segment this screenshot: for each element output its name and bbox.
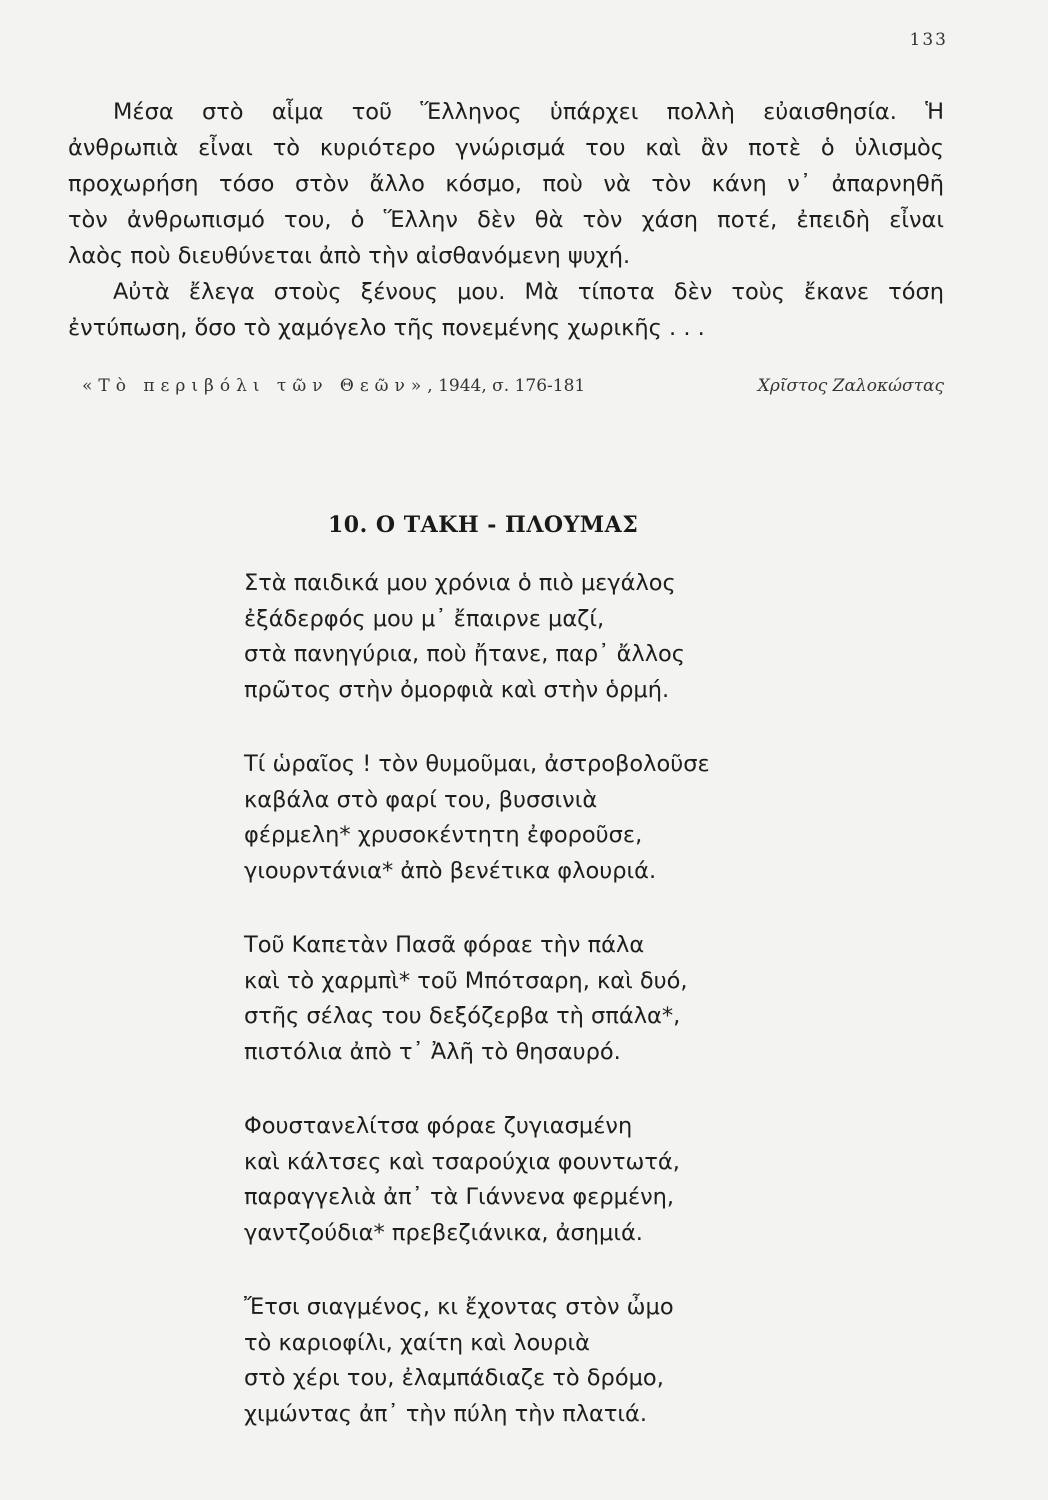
paragraph-2 [68,274,944,346]
verse-line: στὰ πανηγύρια, ποὺ ἤτανε, παρ᾽ ἄλλος [244,641,686,667]
verse-line: ἐξάδερφός μου μ᾽ ἔπαιρνε μαζί, [244,605,605,632]
stanza [244,928,884,1070]
verse-line: Τοῦ Καπετὰν Πασᾶ φόραε τὴν πάλα [244,932,645,958]
prose-line: προχωρήση τόσο στὸν ἄλλο κόσμο, ποὺ νὰ τὸν κάνη ν᾽ ἀπαρνηθῆ [68,171,944,197]
prose-line: τὸν ἀνθρωπισμό του, ὁ Ἕλλην δὲν θὰ τὸν χάση ποτέ, ἐπειδὴ εἶναι [68,207,944,233]
verse-line: παραγγελιὰ ἀπ᾽ τὰ Γιάννενα φερμένη, [244,1184,675,1210]
verse-line: στὸ χέρι του, ἐλαμπάδιαζε τὸ δρόμο, [244,1365,664,1391]
prose-line: Αὐτὰ ἔλεγα στοὺς ξένους μου. Μὰ τίποτα δὲν τοὺς ἔκανε τόση [113,279,944,305]
verse-line: Ἔτσι σιαγμένος, κι ἔχοντας στὸν ὦμο [244,1294,674,1320]
prose-line: ἀνθρωπιὰ εἶναι τὸ κυριότερο γνώρισμά του καὶ ἂν ποτὲ ὁ ὑλισμὸς [68,135,944,161]
verse-line: τὸ καριοφίλι, χαίτη καὶ λουριὰ [244,1329,590,1356]
section-title: 10. Ο ΤΑΚΗ - ΠΛΟΥΜΑΣ [328,512,639,538]
citation [68,372,944,400]
verse-line: καὶ τὸ χαρμπὶ* τοῦ Μπότσαρη, καὶ δυό, [244,967,688,994]
verse-line: καὶ κάλτσες καὶ τσαρούχια φουντωτά, [244,1148,680,1175]
stanza [244,1109,884,1251]
verse-line: χιμώντας ἀπ᾽ τὴν πύλη τὴν πλατιά. [244,1400,648,1427]
prose-block [68,94,944,346]
prose-line: Μέσα στὸ αἷμα τοῦ Ἕλληνος ὑπάρχει πολλὴ εὐαισθησία. Ἡ [113,99,944,125]
poem [244,566,884,1471]
verse-line: Φουστανελίτσα φόραε ζυγιασμένη [244,1113,633,1139]
stanza [244,747,884,889]
stanza [244,566,884,708]
verse-line: πιστόλια ἀπὸ τ᾽ Ἀλῆ τὸ θησαυρό. [244,1038,621,1065]
prose-line: ἐντύπωση, ὅσο τὸ χαμόγελο τῆς πονεμένης χωρικῆς . . . [68,315,705,341]
verse-line: γαντζούδια* πρεβεζιάνικα, ἀσημιά. [244,1219,643,1246]
paragraph-1 [68,94,944,274]
verse-line: γιουρντάνια* ἀπὸ βενέτικα φλουριά. [244,857,657,884]
verse-line: καβάλα στὸ φαρί του, βυσσινιὰ [244,786,598,813]
page-number: 133 [909,30,948,50]
verse-line: φέρμελη* χρυσοκέντητη ἐφοροῦσε, [244,822,643,848]
citation-author: Χρῖστος Ζαλοκώστας [757,376,944,396]
citation-title: «Τὸ περιβόλι τῶν Θεῶν» [82,376,428,396]
citation-details: , 1944, σ. 176-181 [427,376,586,396]
verse-line: Τί ὡραῖος ! τὸν θυμοῦμαι, ἀστροβολοῦσε [244,751,710,777]
prose-line: λαὸς ποὺ διευθύνεται ἀπὸ τὴν αἰσθανόμενη ψυχή. [68,243,631,269]
verse-line: Στὰ παιδικά μου χρόνια ὁ πιὸ μεγάλος [244,570,676,596]
verse-line: πρῶτος στὴν ὀμορφιὰ καὶ στὴν ὁρμή. [244,676,670,703]
verse-line: στῆς σέλας του δεξόζερβα τὴ σπάλα*, [244,1003,681,1029]
stanza [244,1290,884,1432]
